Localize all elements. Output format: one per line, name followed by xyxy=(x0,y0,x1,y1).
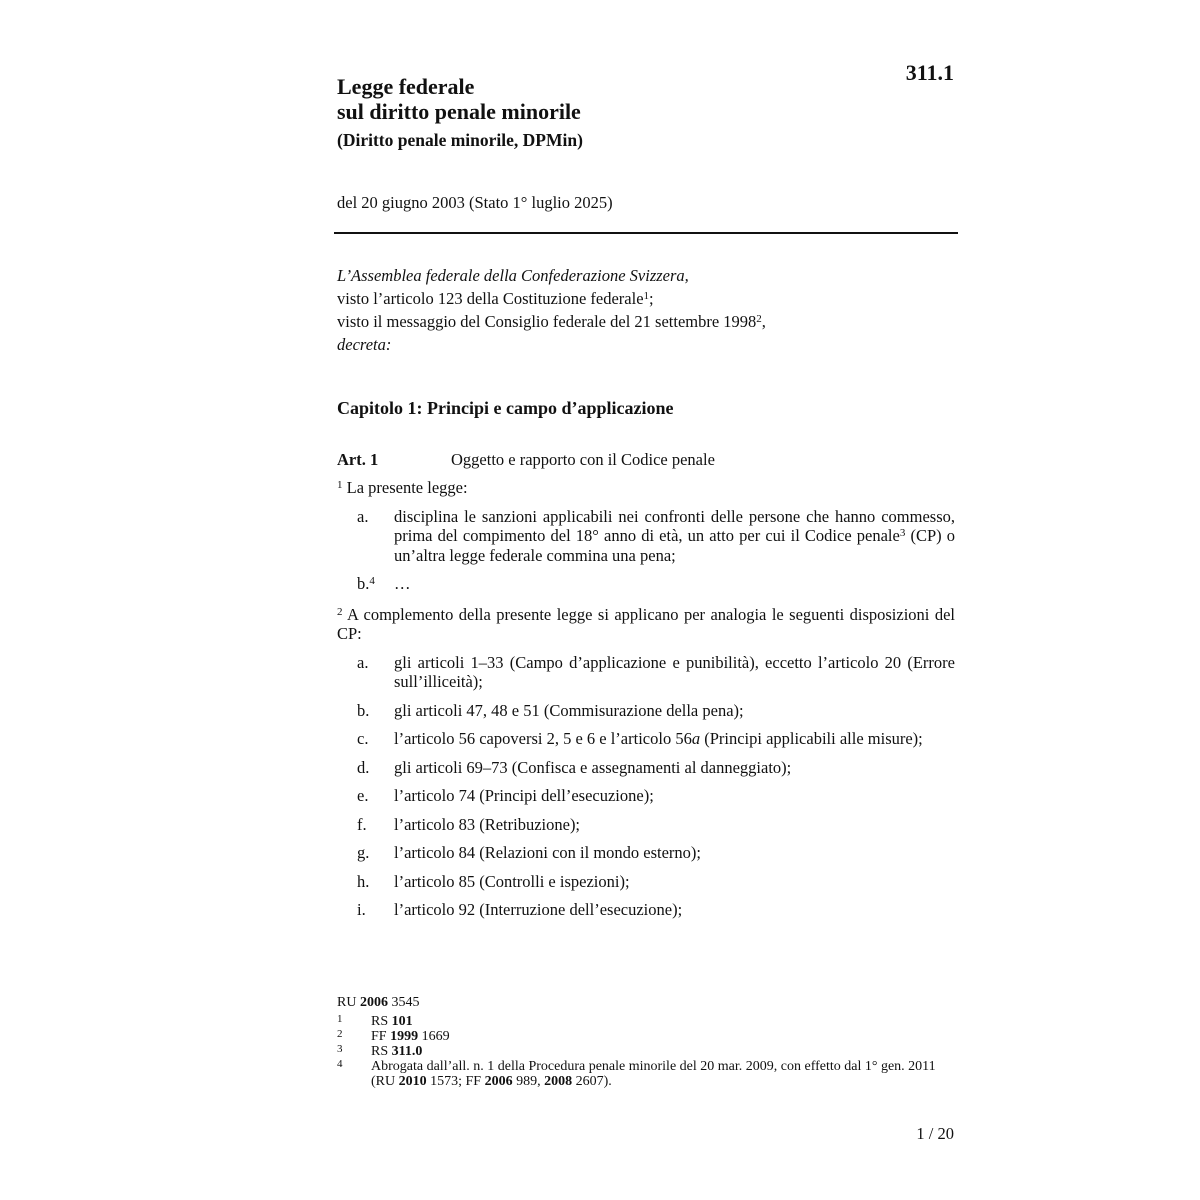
paragraph-1-text: La presente legge: xyxy=(346,478,468,497)
list-item xyxy=(337,653,955,692)
preamble-line-1 xyxy=(337,287,957,310)
ru-page: 3545 xyxy=(391,995,420,1010)
list-item-letter-b: b. xyxy=(357,574,370,593)
list-item-text: disciplina le sanzioni applicabili nei confronti delle persone che hanno commesso, prima del compimento del 18° anno di età, un atto per cui il Codice penale xyxy=(394,506,955,545)
footnote-text: 989, xyxy=(516,1074,541,1089)
footnotes xyxy=(337,995,947,1089)
footnote-text: Abrogata dall’all. n. 1 della Procedura penale minorile del 20 mar. 2009, con effetto dal 1° gen. 2011 (RU xyxy=(371,1059,936,1089)
list-item-text-italic: a xyxy=(691,729,701,748)
list-item-text: gli articoli 1–33 (Campo d’applicazione e punibilità), eccetto l’articolo 20 (Errore sull’illiceità); xyxy=(394,652,955,691)
footnote-2 xyxy=(337,1029,947,1044)
list-item xyxy=(337,729,955,749)
footnote-number: 2 xyxy=(337,1028,343,1040)
article-heading xyxy=(337,450,957,470)
footnote-prefix: FF xyxy=(371,1029,387,1044)
footnote-bold: 2006 xyxy=(484,1074,513,1089)
title-line-2: sul diritto penale minorile xyxy=(337,99,581,124)
title-block xyxy=(337,74,897,151)
list-item-letter xyxy=(357,574,375,594)
preamble-decreta: decreta: xyxy=(337,335,392,354)
list-item xyxy=(337,843,955,863)
footnote-ref-1[interactable]: 1 xyxy=(643,290,650,302)
list-item-letter: d. xyxy=(357,757,370,777)
footnote-ref-3[interactable]: 3 xyxy=(899,527,906,539)
footnote-rest: 1669 xyxy=(421,1029,450,1044)
list-item-letter: b. xyxy=(357,700,370,720)
footnote-number: 1 xyxy=(337,1013,343,1025)
chapter-heading: Capitolo 1: Principi e campo d’applicazione xyxy=(337,398,674,418)
list-item-text-end: (CP) o un’altra legge federale commina una pena; xyxy=(394,526,955,565)
preamble xyxy=(337,264,957,356)
ru-year: 2006 xyxy=(359,995,388,1010)
list-item-text: l’articolo 84 (Relazioni con il mondo esterno); xyxy=(394,843,701,862)
header-rule xyxy=(334,232,958,234)
list-item-text: l’articolo 74 (Principi dell’esecuzione); xyxy=(394,786,654,805)
list-item-letter: i. xyxy=(357,900,366,919)
list-item-letter: f. xyxy=(357,814,367,834)
footnote-1 xyxy=(337,1014,947,1029)
ru-prefix: RU xyxy=(337,995,357,1010)
article-title: Oggetto e rapporto con il Codice penale xyxy=(451,450,715,469)
footnote-bold: 2010 xyxy=(398,1074,427,1089)
footnote-number: 4 xyxy=(337,1058,343,1070)
paragraph-1 xyxy=(337,478,955,498)
article-number: Art. 1 xyxy=(337,450,379,469)
page-number: 1 / 20 xyxy=(916,1124,954,1143)
preamble-line-1-text: visto l’articolo 123 della Costituzione federale xyxy=(337,289,644,308)
list-item xyxy=(337,872,955,892)
sr-number: 311.1 xyxy=(905,60,954,85)
list-item xyxy=(337,507,955,566)
list-item-text xyxy=(394,729,923,748)
list-item xyxy=(337,701,955,721)
footnote-prefix: RS xyxy=(371,1044,389,1059)
paragraph-2-number: 2 xyxy=(337,605,343,618)
list-item-text: gli articoli 69–73 (Confisca e assegnamenti al danneggiato); xyxy=(394,757,792,777)
footnote-text: 1573; FF xyxy=(430,1074,482,1089)
list-item-text: gli articoli 47, 48 e 51 (Commisurazione della pena); xyxy=(394,700,744,720)
footnote-number: 3 xyxy=(337,1043,343,1055)
list-item xyxy=(337,786,955,806)
title-line-1: Legge federale xyxy=(337,74,475,99)
list-item-text-part-2: (Principi applicabili alle misure); xyxy=(700,729,923,748)
preamble-line-2 xyxy=(337,310,957,333)
preamble-assembly: L’Assemblea federale della Confederazione Svizzera, xyxy=(337,266,689,285)
article-body xyxy=(337,478,955,929)
footnote-bold: 2008 xyxy=(544,1074,573,1089)
list-item xyxy=(337,758,955,778)
preamble-line-2-text: visto il messaggio del Consiglio federale del 21 settembre 1998 xyxy=(337,312,757,331)
footnote-4 xyxy=(337,1059,947,1089)
ru-reference xyxy=(337,995,947,1010)
list-item-text: … xyxy=(394,574,411,593)
date-line: del 20 giugno 2003 (Stato 1° luglio 2025) xyxy=(337,193,613,212)
paragraph-1-number: 1 xyxy=(337,479,343,491)
preamble-line-2-end: , xyxy=(761,312,766,331)
list-item-letter: h. xyxy=(357,871,370,891)
footnote-text: 2607). xyxy=(575,1074,612,1089)
list-item-text-part-1: l’articolo 56 capoversi 2, 5 e 6 e l’articolo 56 xyxy=(394,729,692,748)
footnote-bold: 1999 xyxy=(390,1029,419,1044)
list-item xyxy=(337,900,955,920)
footnote-ref-2[interactable]: 2 xyxy=(756,313,762,325)
list-item-letter: g. xyxy=(357,843,370,862)
footnote-prefix: RS xyxy=(371,1014,389,1029)
list-item-text: l’articolo 85 (Controlli e ispezioni); xyxy=(394,871,630,891)
subtitle: (Diritto penale minorile, DPMin) xyxy=(337,130,583,150)
list-item-text: l’articolo 83 (Retribuzione); xyxy=(394,814,581,834)
list-item xyxy=(337,815,955,835)
list-item xyxy=(337,574,955,594)
list-item-letter: a. xyxy=(357,652,369,672)
list-item-text: l’articolo 92 (Interruzione dell’esecuzione); xyxy=(394,900,683,919)
footnote-ref-4[interactable]: 4 xyxy=(369,575,375,587)
footnote-bold: 101 xyxy=(391,1014,413,1029)
list-item-letter: e. xyxy=(357,786,369,805)
preamble-line-1-end: ; xyxy=(649,289,654,308)
paragraph-2 xyxy=(337,605,955,644)
list-item-letter: c. xyxy=(357,729,369,748)
footnote-bold: 311.0 xyxy=(391,1044,423,1059)
list-item-letter: a. xyxy=(357,506,369,526)
paragraph-2-text: A complemento della presente legge si applicano per analogia le seguenti disposizioni del CP: xyxy=(337,604,955,643)
footnote-3 xyxy=(337,1044,947,1059)
